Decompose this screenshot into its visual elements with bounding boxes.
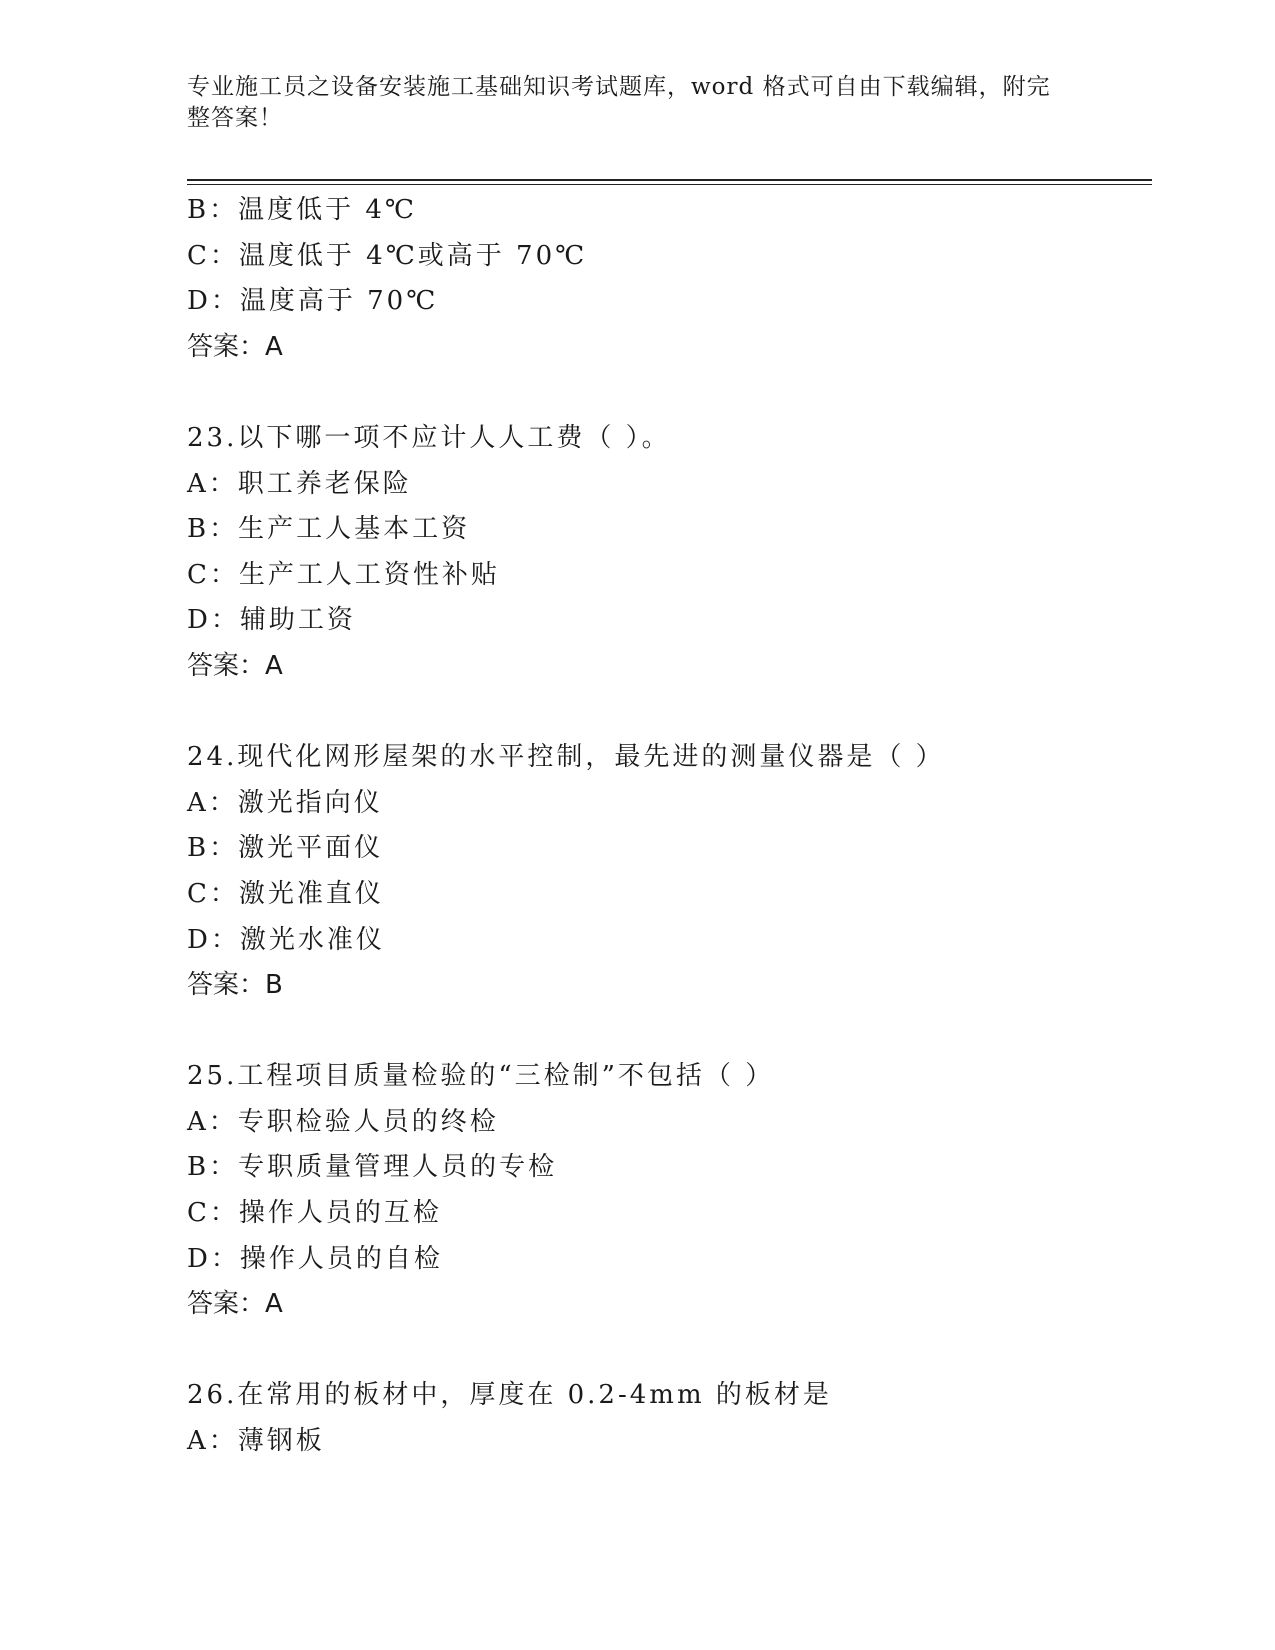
option-c: C：操作人员的互检	[187, 1198, 442, 1229]
question-block	[187, 1054, 1152, 1328]
question-text: 25.工程项目质量检验的“三检制”不包括（ ）	[187, 1061, 775, 1092]
question-list	[187, 188, 1152, 1465]
option-b: B：激光平面仪	[187, 833, 384, 864]
option-d: D：操作人员的自检	[187, 1243, 443, 1274]
option-c: C：生产工人工资性补贴	[187, 559, 500, 590]
option-c: C：激光准直仪	[187, 878, 384, 909]
option-a: A：职工养老保险	[187, 468, 412, 499]
header-rule-thick	[187, 179, 1152, 181]
option-d: D：温度高于 70℃	[187, 286, 439, 317]
option-c: C：温度低于 4℃或高于 70℃	[187, 240, 588, 271]
option-a: A：专职检验人员的终检	[187, 1106, 499, 1137]
spacer	[187, 690, 1152, 736]
spacer	[187, 1009, 1152, 1055]
question-text: 23.以下哪一项不应计人人工费（ ）。	[187, 422, 671, 453]
question-block	[187, 188, 1152, 370]
header-rule-thin	[187, 184, 1152, 185]
option-b: B：温度低于 4℃	[187, 195, 417, 225]
answer-line: 答案：A	[187, 650, 283, 681]
spacer	[187, 370, 1152, 416]
option-d: D：激光水准仪	[187, 924, 385, 955]
option-a: A：激光指向仪	[187, 787, 383, 818]
question-text: 24.现代化网形屋架的水平控制，最先进的测量仪器是（ ）	[187, 742, 945, 773]
option-b: B：生产工人基本工资	[187, 514, 471, 545]
answer-line: 答案：B	[187, 970, 283, 1001]
document-header	[187, 72, 1077, 134]
option-a: A：薄钢板	[187, 1426, 325, 1457]
question-block	[187, 735, 1152, 1009]
question-block	[187, 1373, 1152, 1464]
answer-line: 答案：A	[187, 331, 283, 362]
question-text: 26.在常用的板材中，厚度在 0.2-4mm 的板材是	[187, 1380, 832, 1411]
header-title-line1: 专业施工员之设备安装施工基础知识考试题库，word 格式可自由下载编辑，附完	[187, 74, 1051, 100]
option-b: B：专职质量管理人员的专检	[187, 1152, 558, 1183]
answer-line: 答案：A	[187, 1289, 283, 1320]
question-block	[187, 416, 1152, 690]
option-d: D：辅助工资	[187, 605, 356, 636]
spacer	[187, 1328, 1152, 1374]
header-title-line2: 整答案！	[187, 105, 283, 131]
